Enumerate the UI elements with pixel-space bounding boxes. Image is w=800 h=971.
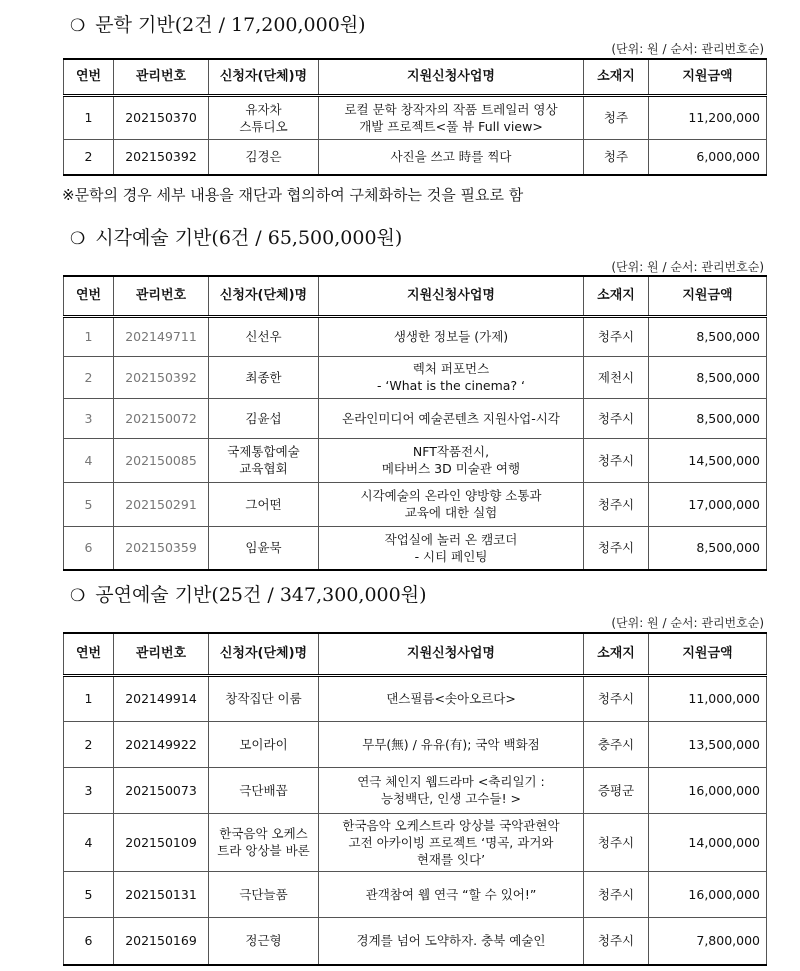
unit-note: (단위: 원 / 순서: 관리번호순): [611, 616, 764, 630]
col-header-location: 소재지: [584, 276, 649, 316]
table-row: 4 202150085 국제통합예술 교육협회 NFT작품전시, 메타버스 3D 미술관 여행 청주시 14,500,000: [64, 438, 767, 482]
col-header-amount: 지원금액: [649, 633, 767, 675]
table-performing-arts: [63, 632, 767, 966]
table-row: 3 202150072 김윤섭 온라인미디어 예술콘텐츠 지원사업-시각 청주시 8,500,000: [64, 398, 767, 438]
table-row: 2 202150392 최종한 렉처 퍼포먼스 - ‘What is the cinema? ‘ 제천시 8,500,000: [64, 356, 767, 398]
col-header-no: 연번: [64, 59, 114, 95]
table-row: 6 202150169 정근형 경계를 넘어 도약하자. 충북 예술인 청주시 7,800,000: [64, 917, 767, 965]
section-title-visual-arts: ❍ 시각예술 기반(6건 / 65,500,000원): [70, 227, 403, 249]
circle-bullet-icon: ❍: [70, 229, 86, 249]
unit-note: (단위: 원 / 순서: 관리번호순): [611, 42, 764, 56]
col-header-id: 관리번호: [114, 276, 209, 316]
col-header-project: 지원신청사업명: [319, 276, 584, 316]
col-header-location: 소재지: [584, 59, 649, 95]
table-row: 1 202149711 신선우 생생한 정보들 (가제) 청주시 8,500,000: [64, 316, 767, 356]
col-header-applicant: 신청자(단체)명: [209, 59, 319, 95]
table-visual-arts: [63, 275, 767, 571]
col-header-amount: 지원금액: [649, 59, 767, 95]
unit-note: (단위: 원 / 순서: 관리번호순): [611, 260, 764, 274]
table-row: 1 202150370 유자차 스튜디오 로컬 문학 창작자의 작품 트레일러 영상 개발 프로젝트<풀 뷰 Full view> 청주 11,200,000: [64, 95, 767, 139]
table-row: 2 202149922 모이라이 무무(無) / 유유(有); 국악 백화점 충주시 13,500,000: [64, 721, 767, 767]
table-row: 3 202150073 극단배꼽 연극 체인지 웹드라마 <축리일기 : 능청백단, 인생 고수들! > 증평군 16,000,000: [64, 767, 767, 813]
section-title-performing-arts: ❍ 공연예술 기반(25건 / 347,300,000원): [70, 584, 427, 606]
col-header-id: 관리번호: [114, 59, 209, 95]
col-header-no: 연번: [64, 276, 114, 316]
circle-bullet-icon: ❍: [70, 586, 86, 606]
table-row: 4 202150109 한국음악 오케스 트라 앙상블 바론 한국음악 오케스트라 앙상블 국악관현악 고전 아카이빙 프로젝트 ‘명곡, 과거와 현재를 잇다’ 청주시 14,000,000: [64, 813, 767, 871]
col-header-id: 관리번호: [114, 633, 209, 675]
col-header-amount: 지원금액: [649, 276, 767, 316]
col-header-project: 지원신청사업명: [319, 59, 584, 95]
circle-bullet-icon: ❍: [70, 16, 86, 36]
col-header-applicant: 신청자(단체)명: [209, 633, 319, 675]
col-header-location: 소재지: [584, 633, 649, 675]
col-header-applicant: 신청자(단체)명: [209, 276, 319, 316]
table-row: 2 202150392 김경은 사진을 쓰고 時를 찍다 청주 6,000,000: [64, 139, 767, 175]
table-row: 1 202149914 창작집단 이룸 댄스필름<솟아오르다> 청주시 11,000,000: [64, 675, 767, 721]
col-header-no: 연번: [64, 633, 114, 675]
table-row: 6 202150359 임윤묵 작업실에 놀러 온 캠코더 - 시티 페인팅 청주시 8,500,000: [64, 526, 767, 570]
section-title-literature: ❍ 문학 기반(2건 / 17,200,000원): [70, 14, 366, 36]
literature-note: ※문학의 경우 세부 내용을 재단과 협의하여 구체화하는 것을 필요로 함: [62, 186, 524, 204]
table-row: 5 202150131 극단늘품 관객참여 웹 연극 “할 수 있어!” 청주시 16,000,000: [64, 871, 767, 917]
col-header-project: 지원신청사업명: [319, 633, 584, 675]
table-literature: [63, 58, 767, 176]
table-row: 5 202150291 그어떤 시각예술의 온라인 양방향 소통과 교육에 대한 실험 청주시 17,000,000: [64, 482, 767, 526]
